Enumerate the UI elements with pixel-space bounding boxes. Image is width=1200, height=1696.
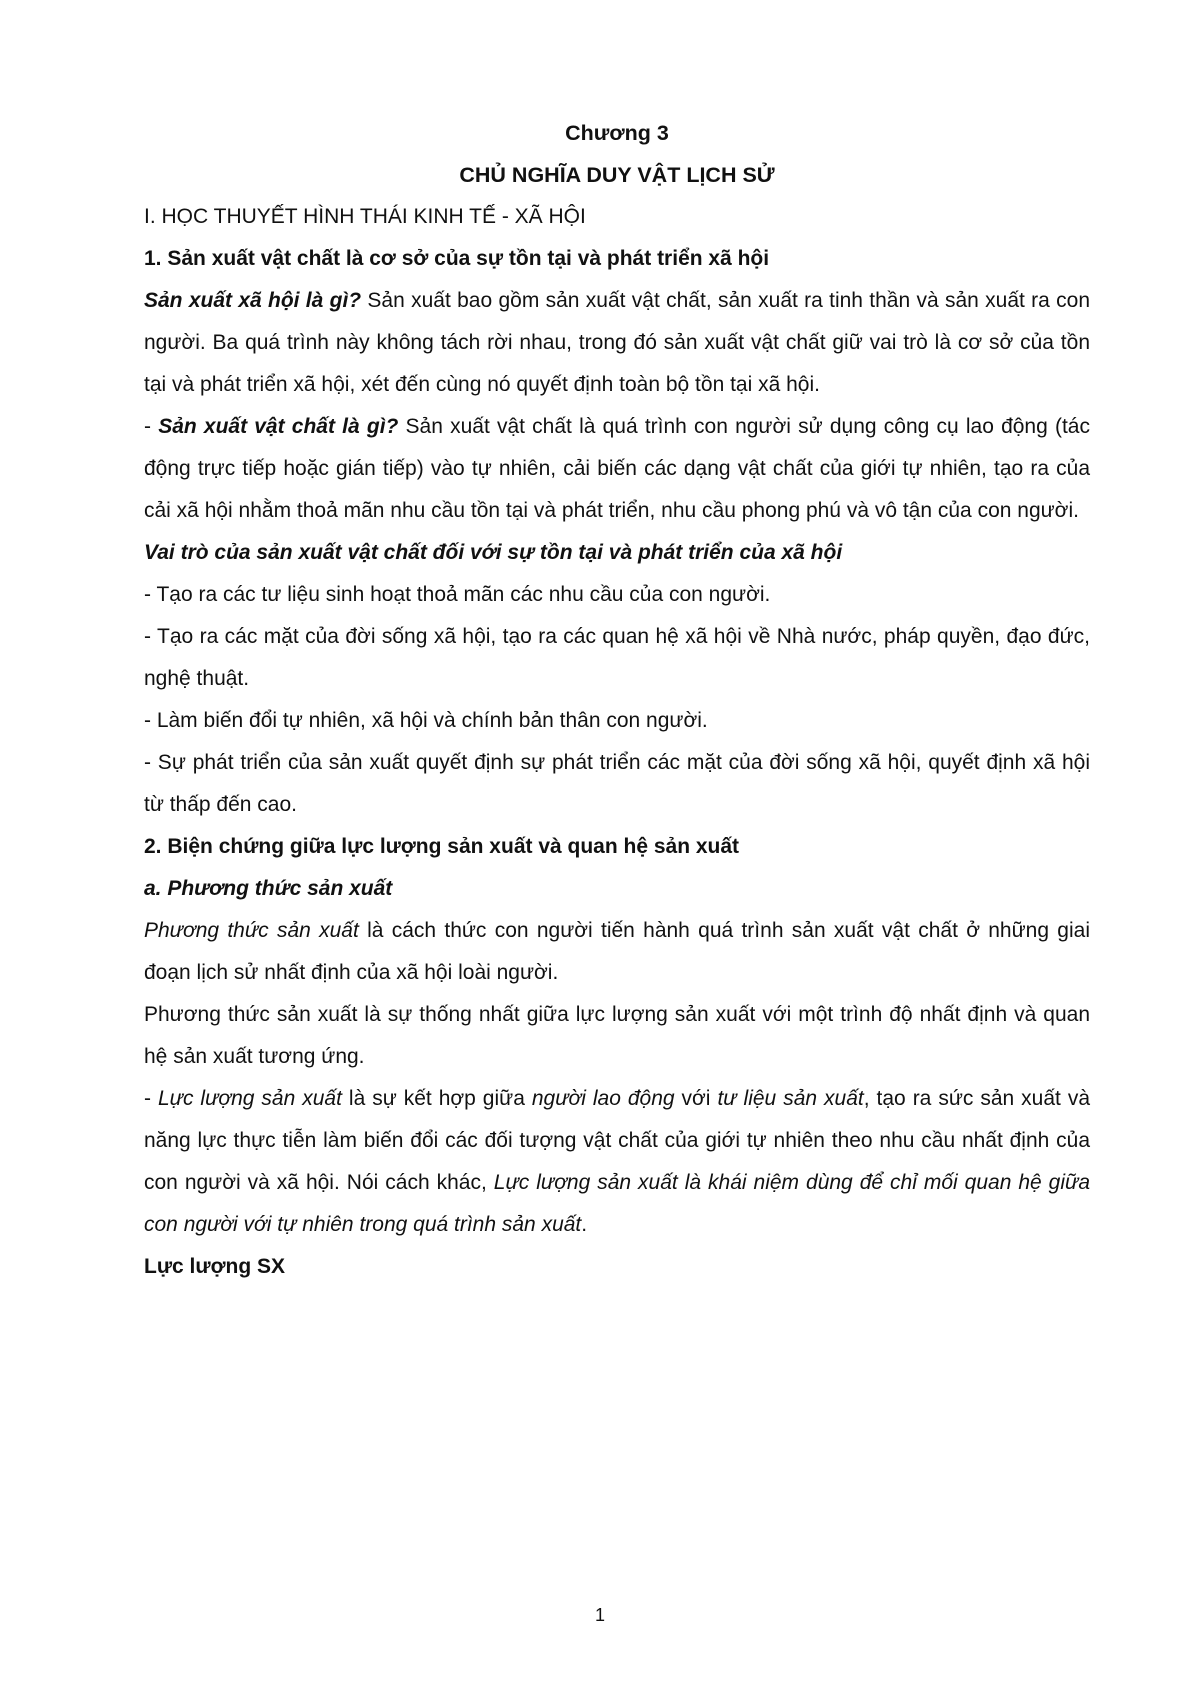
role-item-1: - Tạo ra các tư liệu sinh hoạt thoả mãn các nhu cầu của con người. xyxy=(144,583,771,606)
section-heading: I. HỌC THUYẾT HÌNH THÁI KINH TẾ - XÃ HỘI xyxy=(144,205,586,228)
role-item-3: - Làm biến đổi tự nhiên, xã hội và chính bản thân con người. xyxy=(144,709,708,732)
paragraph-1 xyxy=(144,280,1090,406)
paragraph-2 xyxy=(144,406,1090,532)
paragraph-2-text: Sản xuất vật chất là quá trình con người sử dụng công cụ lao động (tác động trực tiếp hoặc gián tiếp) vào tự nhiên, cải biến các dạng vật chất của giới tự nhiên, tạo ra của cải xã hội nhằm thoả mãn nhu cầu tồn tại và phát triển, nhu cầu phong phú và vô tận của con người. xyxy=(144,415,1090,522)
paragraph-5 xyxy=(144,1078,1090,1246)
term-mode-of-production: Phương thức sản xuất xyxy=(144,919,359,942)
term-laborer: người lao động xyxy=(531,1087,675,1110)
paragraph-5-text-1: là sự kết hợp giữa xyxy=(341,1087,532,1110)
role-item-2: - Tạo ra các mặt của đời sống xã hội, tạo ra các quan hệ xã hội về Nhà nước, pháp quyền, đạo đức, nghệ thuật. xyxy=(144,625,1090,690)
paragraph-1-text: Sản xuất bao gồm sản xuất vật chất, sản xuất ra tinh thần và sản xuất ra con người. Ba quá trình này không tách rời nhau, trong đó sản xuất vật chất giữ vai trò là cơ sở của tồn tại và phát triển xã hội, xét đến cùng nó quyết định toàn bộ tồn tại xã hội. xyxy=(144,289,1090,396)
paragraph-3 xyxy=(144,910,1090,994)
heading-1: 1. Sản xuất vật chất là cơ sở của sự tồn tại và phát triển xã hội xyxy=(144,247,770,270)
term-means-of-production: tư liệu sản xuất xyxy=(717,1087,864,1110)
heading-2: 2. Biện chứng giữa lực lượng sản xuất và quan hệ sản xuất xyxy=(144,835,740,858)
chapter-number: Chương 3 xyxy=(565,121,669,145)
page-number: 1 xyxy=(594,1605,605,1625)
dash: - xyxy=(144,1087,158,1110)
question-1: Sản xuất xã hội là gì? xyxy=(144,289,362,312)
question-2: Sản xuất vật chất là gì? xyxy=(158,415,399,438)
paragraph-5-text-3: , tạo ra sức sản xuất và năng lực thực tiễn làm biến đổi các đối tượng vật chất của giới tự nhiên theo nhu cầu nhất định của con người và xã hội. Nói cách khác, xyxy=(144,1087,1091,1194)
chapter-title: CHỦ NGHĨA DUY VẬT LỊCH SỬ xyxy=(459,163,775,187)
subheading-a: a. Phương thức sản xuất xyxy=(144,877,393,900)
paragraph-5-text-2: với xyxy=(674,1087,718,1110)
paragraph-3-text: là cách thức con người tiến hành quá trình sản xuất vật chất ở những giai đoạn lịch sử nhất định của xã hội loài người. xyxy=(144,919,1090,984)
role-heading: Vai trò của sản xuất vật chất đối với sự tồn tại và phát triển của xã hội xyxy=(144,541,843,564)
page-content xyxy=(144,112,1090,1288)
dash: - xyxy=(144,415,159,438)
paragraph-5-period: . xyxy=(581,1213,588,1236)
term-productive-forces: Lực lượng sản xuất xyxy=(157,1087,342,1110)
last-heading: Lực lượng SX xyxy=(144,1255,286,1278)
paragraph-5-italic-definition: Lực lượng sản xuất là khái niệm dùng để chỉ mối quan hệ giữa con người với tự nhiên trong quá trình sản xuất xyxy=(144,1171,1091,1236)
role-item-4: - Sự phát triển của sản xuất quyết định sự phát triển các mặt của đời sống xã hội, quyết định xã hội từ thấp đến cao. xyxy=(144,751,1090,816)
paragraph-4: Phương thức sản xuất là sự thống nhất giữa lực lượng sản xuất với một trình độ nhất định và quan hệ sản xuất tương ứng. xyxy=(144,1003,1090,1068)
